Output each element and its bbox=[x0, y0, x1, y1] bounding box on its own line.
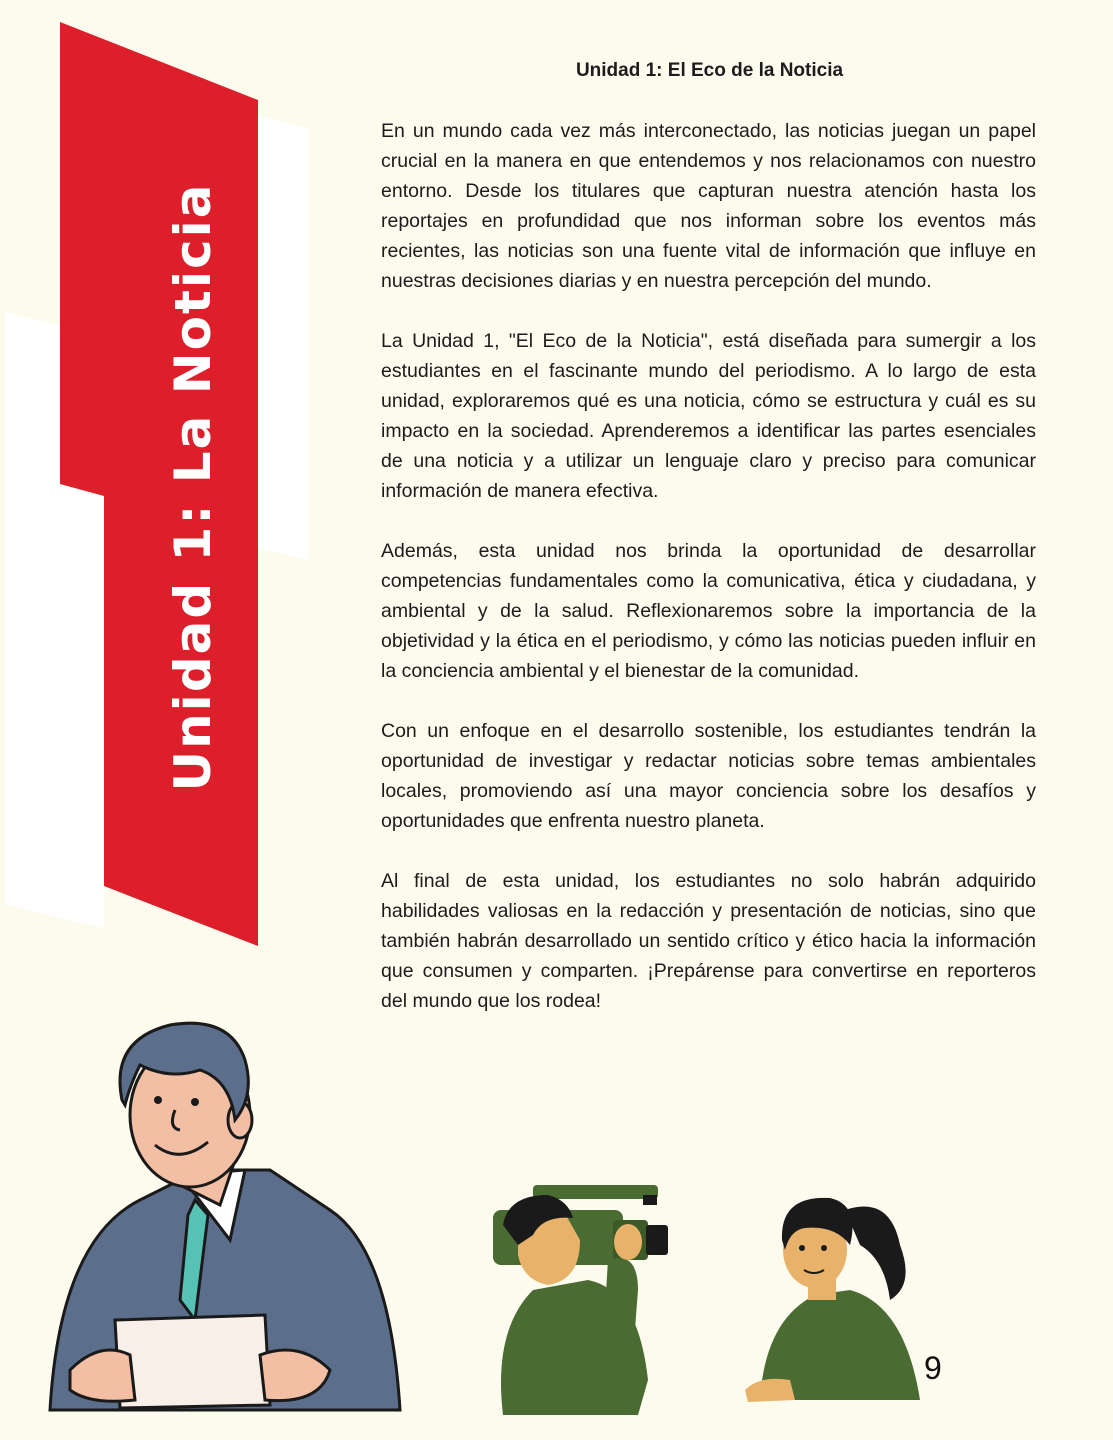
paragraph-3: Además, esta unidad nos brinda la oportunidad de desarrollar competencias fundamentales como la comunicativa, ética y ciudadana, y ambiental y de la salud. Reflexionaremos sobre la importancia de la objetividad y la ética en el periodismo, y cómo las noticias pueden influir en la conciencia ambiental y el bienestar de la comunidad. bbox=[381, 540, 1036, 682]
sidebar-title: Unidad 1: La Noticia bbox=[164, 182, 222, 792]
paragraph-4: Con un enfoque en el desarrollo sostenible, los estudiantes tendrán la oportunidad de investigar y redactar noticias sobre temas ambientales locales, promoviendo así una mayor conciencia sobre los desafíos y oportunidades que enfrenta nuestro planeta. bbox=[381, 720, 1036, 832]
page-number: 9 bbox=[924, 1350, 942, 1386]
reporter-illustration bbox=[740, 1190, 930, 1410]
camera-operator-illustration bbox=[488, 1180, 678, 1420]
paragraph-1: En un mundo cada vez más interconectado, las noticias juegan un papel crucial en la manera en que entendemos y nos relacionamos con nuestro entorno. Desde los titulares que capturan nuestra atención hasta los reportajes en profundidad que nos informan sobre los eventos más recientes, las noticias son una fuente vital de información que influye en nuestras decisiones diarias y en nuestra percepción del mundo. bbox=[381, 120, 1036, 292]
news-anchor-illustration bbox=[30, 1010, 420, 1430]
sidebar-banner bbox=[0, 0, 320, 960]
main-content bbox=[381, 60, 1036, 1046]
paragraph-2: La Unidad 1, "El Eco de la Noticia", está diseñada para sumergir a los estudiantes en el fascinante mundo del periodismo. A lo largo de esta unidad, exploraremos qué es una noticia, cómo se estructura y cuál es su impacto en la sociedad. Aprenderemos a identificar las partes esenciales de una noticia y a utilizar un lenguaje claro y preciso para comunicar información de manera efectiva. bbox=[381, 330, 1036, 502]
paragraph-5: Al final de esta unidad, los estudiantes no solo habrán adquirido habilidades valiosas en la redacción y presentación de noticias, sino que también habrán desarrollado un sentido crítico y ético hacia la información que consumen y comparten. ¡Prepárense para convertirse en reporteros del mundo que los rodea! bbox=[381, 870, 1036, 1012]
unit-heading: Unidad 1: El Eco de la Noticia bbox=[575, 60, 844, 81]
